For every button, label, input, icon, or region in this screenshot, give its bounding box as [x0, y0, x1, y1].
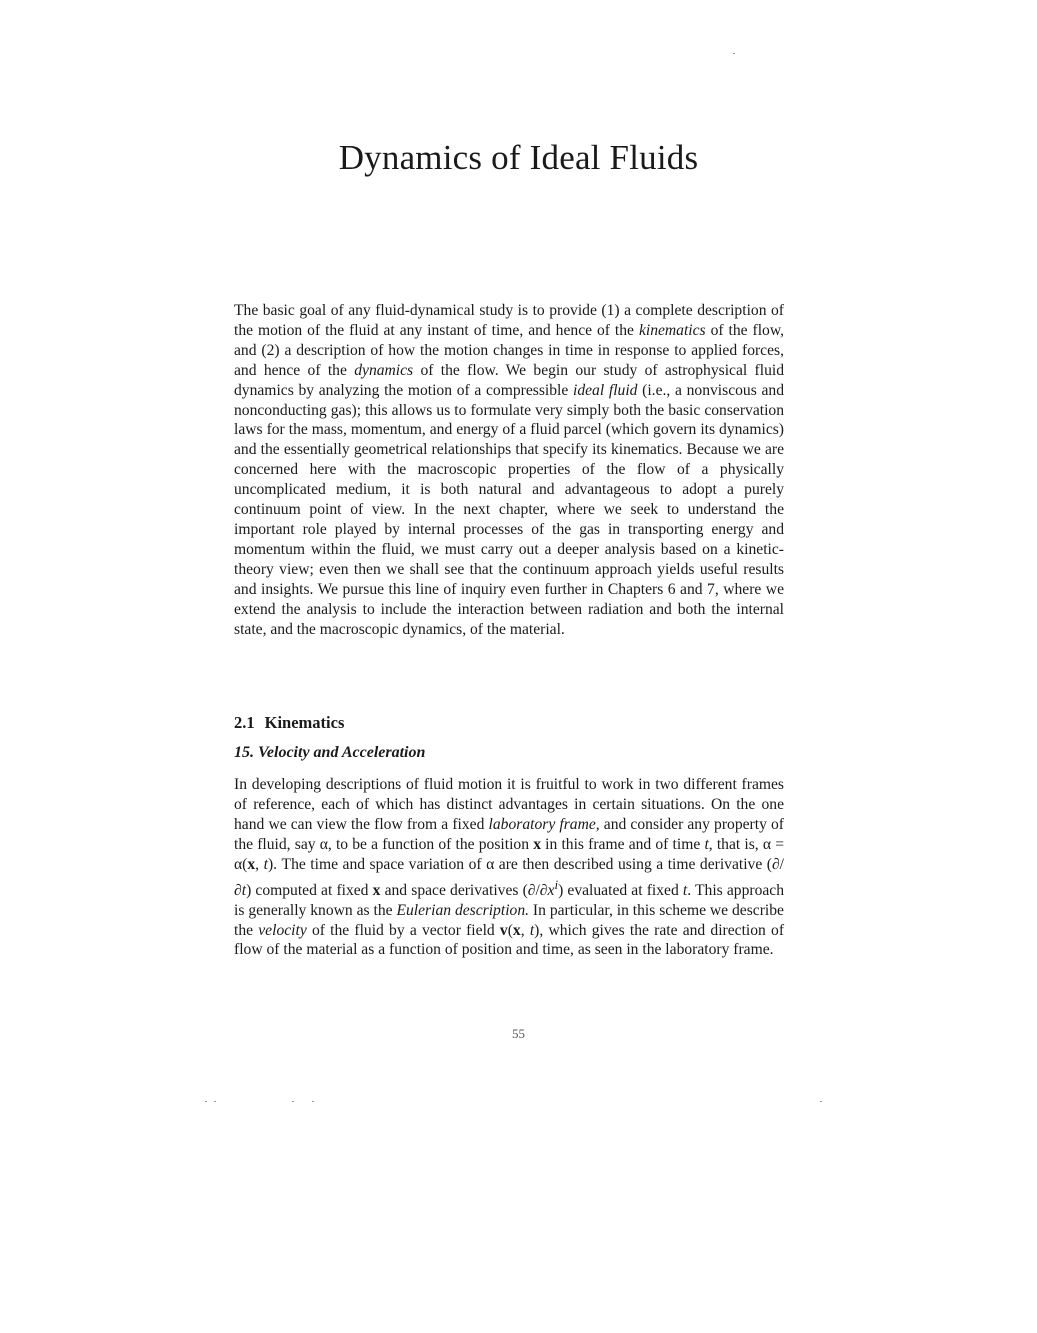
- intro-text-3: of the flow. We begin our study of astrophysical fluid dynamics by analyzing the motion of a compressible: [234, 361, 784, 399]
- body-text: (: [507, 921, 513, 939]
- body-text: in this frame and of time: [540, 835, 705, 853]
- math-t: t: [263, 855, 268, 873]
- section-number: 2.1: [234, 713, 255, 732]
- body-text: ,: [255, 855, 264, 873]
- section-title: Kinematics: [264, 713, 345, 732]
- math-vector-x: x: [512, 921, 521, 939]
- term-velocity: velocity: [258, 921, 307, 939]
- math-vector-v: v: [499, 921, 508, 939]
- scan-speck: [205, 1101, 207, 1102]
- body-text: of the fluid by a vector field: [306, 921, 500, 939]
- math-t: t: [241, 881, 247, 899]
- subsection-heading: 15. Velocity and Acceleration: [234, 744, 426, 761]
- term-kinematics: kinematics: [638, 321, 706, 339]
- body-paragraph: [234, 775, 784, 960]
- body-text: . This approach is generally known as the: [234, 881, 785, 919]
- page-number: 55: [512, 1026, 525, 1041]
- intro-text-1: The basic goal of any fluid-dynamical study is to provide (1) a complete description of the motion of the fluid at any instant of time, and hence of the: [234, 302, 784, 339]
- scan-speck: [733, 53, 735, 54]
- body-text: In developing descriptions of fluid motion it is fruitful to work in two different frames of reference, each of which has distinct advantages in certain situations. On the one hand we can view the flow from a fixed: [234, 776, 784, 833]
- math-vector-x: x: [533, 835, 541, 853]
- body-text: and space derivatives (∂/∂: [380, 881, 548, 899]
- term-ideal-fluid: ideal fluid: [572, 381, 638, 399]
- chapter-title: Dynamics of Ideal Fluids: [338, 138, 699, 177]
- body-text: ) computed at fixed: [246, 881, 373, 899]
- body-text: ). The time and space variation of α are then described using a time derivative (∂/∂: [234, 855, 785, 899]
- body-text: ), which gives the rate and direction of flow of the material as a function of position and time, as seen in the laboratory frame.: [234, 921, 785, 959]
- scan-speck: [292, 1101, 294, 1102]
- math-t: t: [529, 921, 535, 939]
- term-dynamics: dynamics: [354, 361, 414, 379]
- math-superscript-i: i: [554, 876, 559, 892]
- scan-speck: [312, 1101, 314, 1102]
- scan-speck: [214, 1101, 216, 1102]
- math-vector-x: x: [247, 855, 256, 873]
- section-heading: [234, 713, 344, 733]
- math-x-i: x: [547, 881, 555, 899]
- intro-text-2: of the flow, and (2) a description of how the motion changes in time in response to applied forces, and hence of the: [234, 321, 784, 379]
- math-t: t: [704, 835, 709, 853]
- body-text: , that is, α = α(: [234, 835, 785, 873]
- intro-paragraph: [234, 301, 784, 639]
- math-vector-x: x: [372, 881, 381, 899]
- scan-speck: [820, 1101, 822, 1102]
- body-text: and consider any property of the fluid, say α, to be a function of the position: [234, 815, 784, 853]
- intro-text-4: (i.e., a nonviscous and nonconducting gas); this allows us to formulate very simply both the basic conservation laws for the mass, momentum, and energy of a fluid parcel (which govern its dynamics) and the essentially geometrical relationships that specify its kinematics. Because we are concerned here with the macroscopic properties of the flow of a physically uncomplicated medium, it is both natural and advantageous to adopt a purely continuum point of view. In the next chapter, where we seek to understand the important role played by internal processes of the gas in transporting energy and momentum within the fluid, we must carry out a deeper analysis based on a kinetic-theory view; even then we shall see that the continuum approach yields useful results and insights. We pursue this line of inquiry even further in Chapters 6 and 7, where we extend the analysis to include the interaction between radiation and both the internal state, and the macroscopic dynamics, of the material.: [234, 381, 784, 638]
- body-text: ) evaluated at fixed: [558, 881, 683, 899]
- term-laboratory-frame: laboratory frame,: [488, 815, 600, 833]
- body-text: In particular, in this scheme we describe the: [234, 901, 784, 939]
- body-text: ,: [520, 921, 530, 939]
- math-t: t: [682, 881, 688, 899]
- term-eulerian-description: Eulerian description.: [396, 901, 530, 919]
